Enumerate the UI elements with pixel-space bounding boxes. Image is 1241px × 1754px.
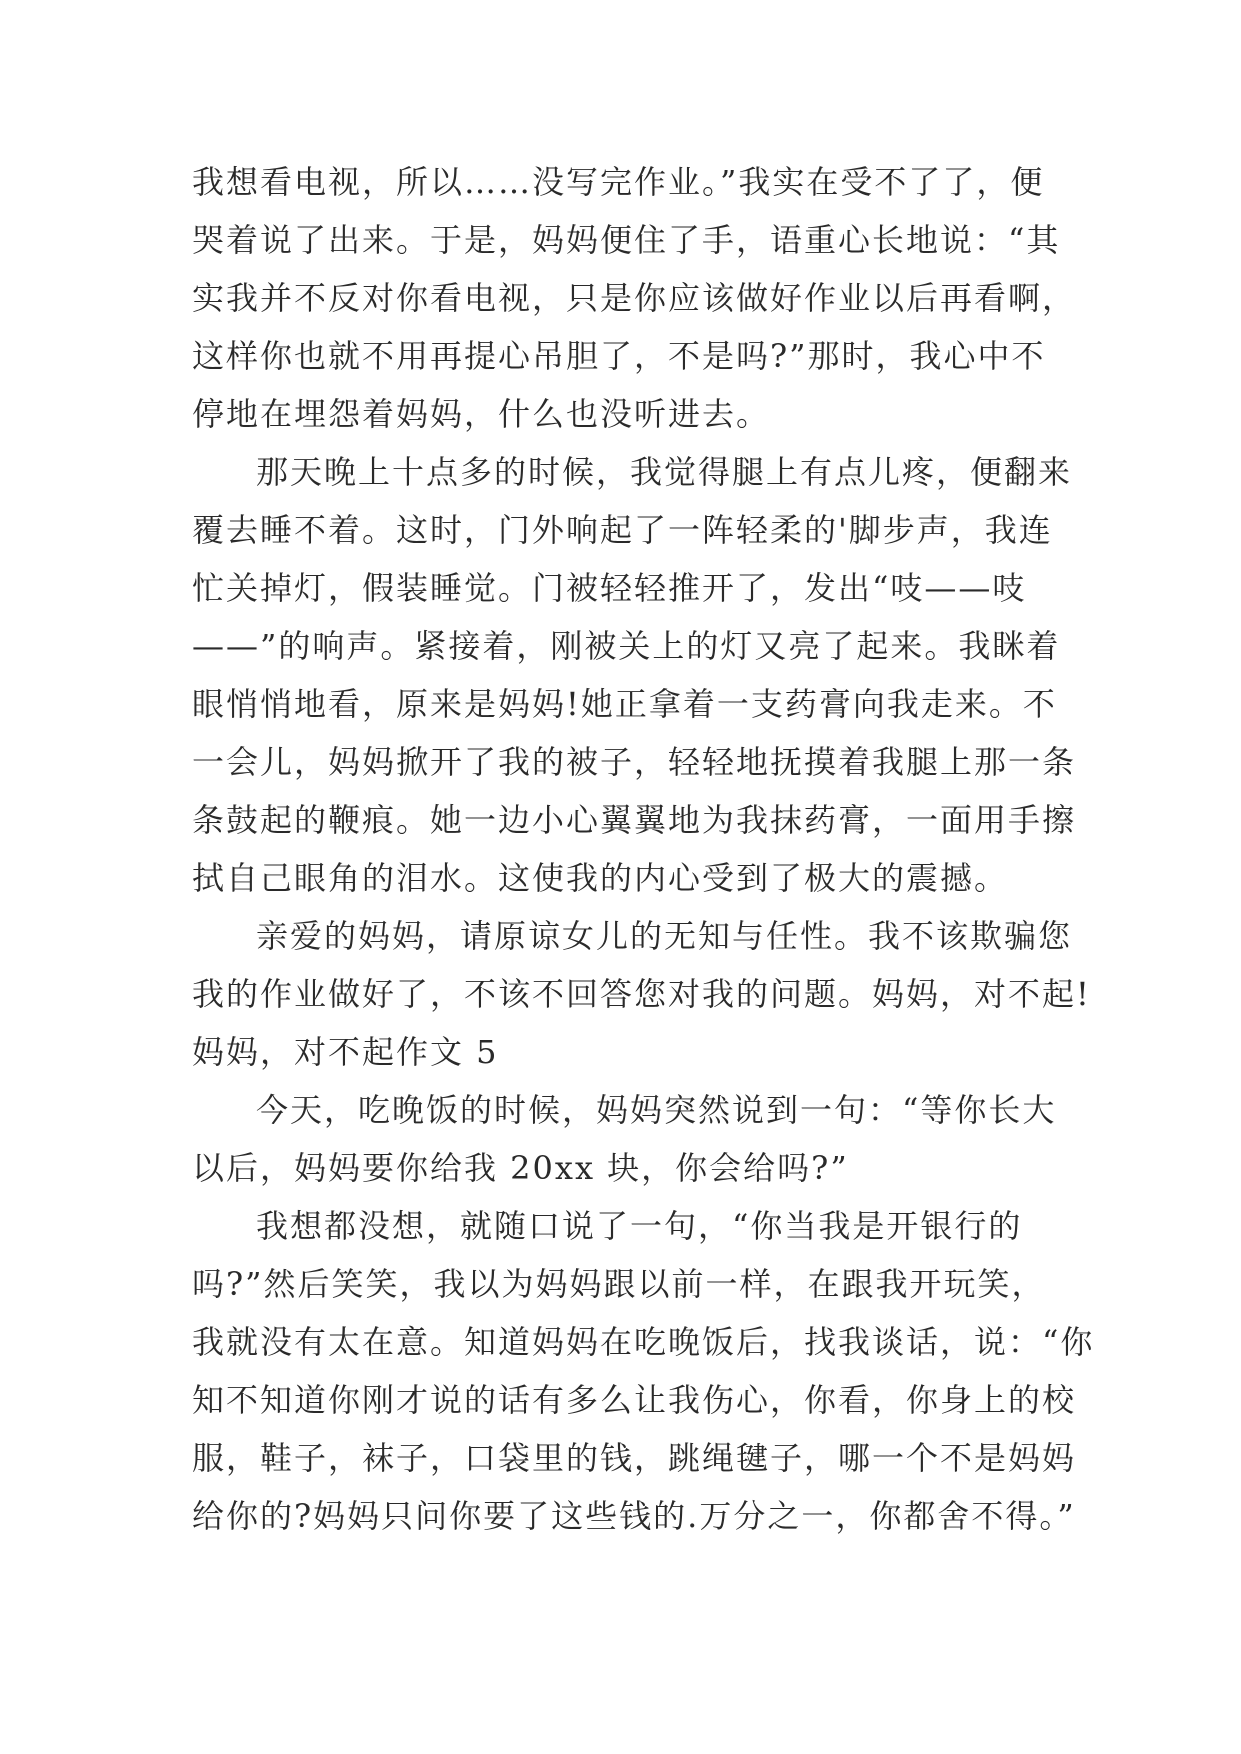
text-line: 吗?”然后笑笑，我以为妈妈跟以前一样，在跟我开玩笑，: [192, 1265, 1046, 1303]
paragraph-start-line: 今天，吃晚饭的时候，妈妈突然说到一句：“等你长大: [256, 1091, 1057, 1129]
text-line: 覆去睡不着。这时，门外响起了一阵轻柔的'脚步声，我连: [192, 511, 1053, 549]
text-line: 这样你也就不用再提心吊胆了，不是吗?”那时，我心中不: [192, 337, 1046, 375]
text-line: 条鼓起的鞭痕。她一边小心翼翼地为我抹药膏，一面用手擦: [192, 801, 1077, 839]
text-line: 眼悄悄地看，原来是妈妈!她正拿着一支药膏向我走来。不: [192, 685, 1057, 723]
text-line: 我的作业做好了，不该不回答您对我的问题。妈妈，对不起!: [192, 975, 1091, 1013]
text-line: 我就没有太在意。知道妈妈在吃晚饭后，找我谈话，说：“你: [192, 1323, 1095, 1361]
paragraph-start-line: 我想都没想，就随口说了一句，“你当我是开银行的: [256, 1207, 1023, 1245]
text-line: 停地在埋怨着妈妈，什么也没听进去。: [192, 395, 771, 433]
text-line: ——”的响声。紧接着，刚被关上的灯又亮了起来。我眯着: [192, 627, 1061, 665]
text-line: 给你的?妈妈只问你要了这些钱的.万分之一，你都舍不得。”: [192, 1497, 1076, 1535]
section-heading: 妈妈，对不起作文 5: [192, 1033, 499, 1071]
paragraph-start-line: 那天晚上十点多的时候，我觉得腿上有点儿疼，便翻来: [256, 453, 1073, 491]
text-line: 一会儿，妈妈掀开了我的被子，轻轻地抚摸着我腿上那一条: [192, 743, 1077, 781]
paragraph-start-line: 亲爱的妈妈，请原谅女儿的无知与任性。我不该欺骗您: [256, 917, 1073, 955]
essay-text: [192, 153, 1095, 1545]
text-line: 忙关掉灯，假装睡觉。门被轻轻推开了，发出“吱——吱: [192, 569, 1027, 607]
text-line: 知不知道你刚才说的话有多么让我伤心，你看，你身上的校: [192, 1381, 1077, 1419]
text-line: 哭着说了出来。于是，妈妈便住了手，语重心长地说：“其: [192, 221, 1061, 259]
text-line: 拭自己眼角的泪水。这使我的内心受到了极大的震撼。: [192, 859, 1009, 897]
text-line: 服，鞋子，袜子，口袋里的钱，跳绳毽子，哪一个不是妈妈: [192, 1439, 1077, 1477]
text-line: 以后，妈妈要你给我 20xx 块，你会给吗?”: [192, 1149, 849, 1187]
text-line: 实我并不反对你看电视，只是你应该做好作业以后再看啊，: [192, 279, 1077, 317]
text-line: 我想看电视，所以……没写完作业。”我实在受不了了，便: [192, 163, 1045, 201]
